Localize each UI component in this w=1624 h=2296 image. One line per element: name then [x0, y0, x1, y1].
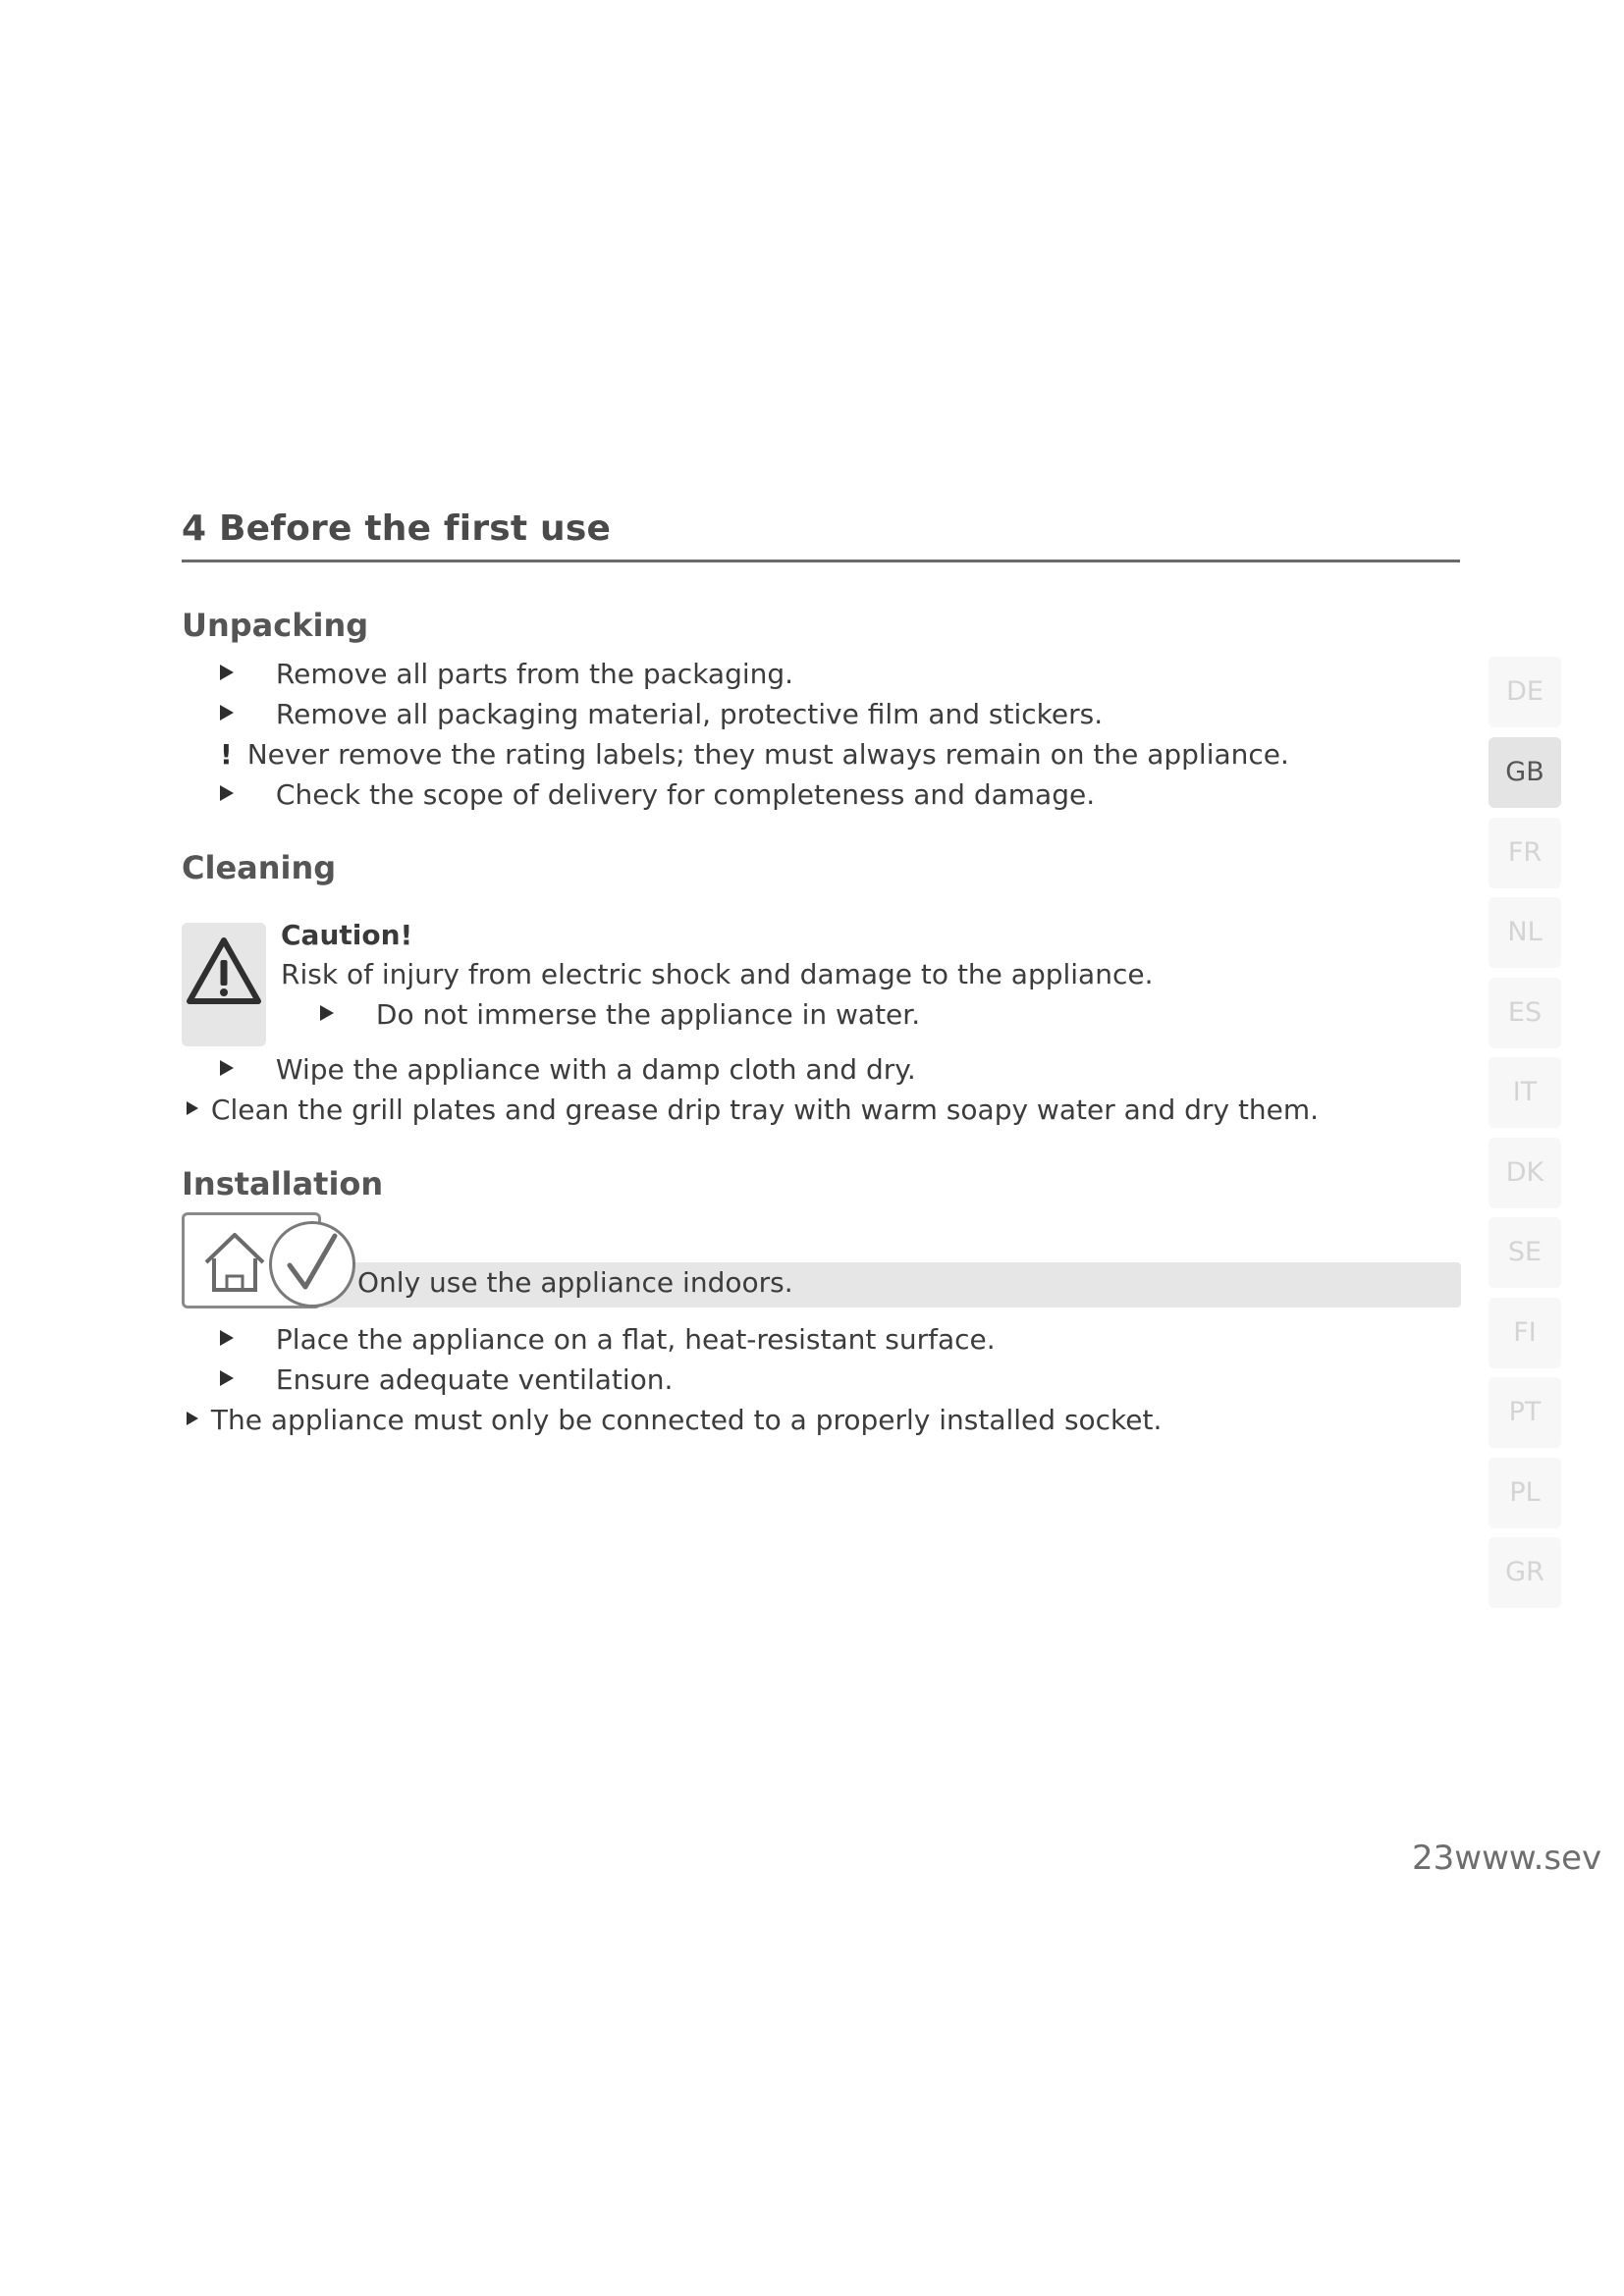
language-tab-pt[interactable]: PT	[1489, 1377, 1561, 1448]
bullet-icon	[187, 1412, 198, 1425]
list-item-text: Check the scope of delivery for completeness and damage.	[275, 778, 1096, 811]
list-item-text: Remove all packaging material, protective film and stickers.	[275, 698, 1104, 730]
list-item	[220, 698, 1103, 731]
note-item	[220, 738, 1289, 772]
bullet-icon	[320, 1005, 334, 1021]
warning-triangle-icon	[182, 923, 266, 1046]
language-tab-se[interactable]: SE	[1489, 1217, 1561, 1288]
page-footer: 23www.sev	[1412, 1839, 1602, 1878]
language-tab-fr[interactable]: FR	[1489, 818, 1561, 888]
list-item	[220, 1053, 916, 1087]
indoor-note-text: Only use the appliance indoors.	[357, 1266, 793, 1299]
caution-text: Risk of injury from electric shock and damage to the appliance.	[281, 958, 1154, 990]
checkmark-circle-icon	[269, 1221, 355, 1308]
list-item	[187, 1094, 1319, 1127]
chapter-title: 4 Before the first use	[182, 508, 612, 549]
language-tab-gr[interactable]: GR	[1489, 1537, 1561, 1608]
bullet-icon	[220, 785, 234, 801]
bullet-icon	[220, 1330, 234, 1346]
language-tab-de[interactable]: DE	[1489, 657, 1561, 727]
language-tab-nl[interactable]: NL	[1489, 897, 1561, 968]
unpacking-heading: Unpacking	[182, 607, 369, 644]
list-item-text: Clean the grill plates and grease drip tray with warm soapy water and dry them.	[210, 1094, 1320, 1126]
language-tab-fi[interactable]: FI	[1489, 1298, 1561, 1368]
list-item-text: The appliance must only be connected to a properly installed socket.	[210, 1404, 1163, 1436]
exclamation-icon: !	[220, 738, 233, 771]
bullet-icon	[187, 1101, 198, 1115]
list-item	[220, 1363, 673, 1397]
list-item	[220, 1323, 996, 1357]
language-tab-es[interactable]: ES	[1489, 978, 1561, 1048]
chapter-divider	[182, 560, 1460, 562]
list-item	[220, 778, 1095, 812]
cleaning-heading: Cleaning	[182, 849, 337, 886]
language-tab-gb[interactable]: GB	[1489, 737, 1561, 808]
list-item-text: Ensure adequate ventilation.	[275, 1363, 674, 1396]
bullet-icon	[220, 1060, 234, 1076]
bullet-icon	[220, 665, 234, 680]
note-text: Never remove the rating labels; they must always remain on the appliance.	[246, 738, 1289, 771]
bullet-icon	[220, 705, 234, 721]
checkmark-icon	[272, 1224, 352, 1305]
list-item	[187, 1404, 1162, 1437]
list-item-text: Do not immerse the appliance in water.	[375, 998, 921, 1031]
list-item	[320, 998, 920, 1032]
installation-heading: Installation	[182, 1165, 384, 1202]
list-item-text: Place the appliance on a flat, heat-resistant surface.	[275, 1323, 996, 1356]
caution-title: Caution!	[281, 919, 413, 951]
list-item-text: Remove all parts from the packaging.	[275, 658, 794, 690]
list-item	[220, 658, 793, 691]
language-tab-dk[interactable]: DK	[1489, 1138, 1561, 1208]
bullet-icon	[220, 1370, 234, 1386]
caution-box	[182, 923, 266, 1046]
list-item-text: Wipe the appliance with a damp cloth and dry.	[275, 1053, 916, 1086]
language-tab-it[interactable]: IT	[1489, 1057, 1561, 1128]
language-tab-pl[interactable]: PL	[1489, 1458, 1561, 1528]
